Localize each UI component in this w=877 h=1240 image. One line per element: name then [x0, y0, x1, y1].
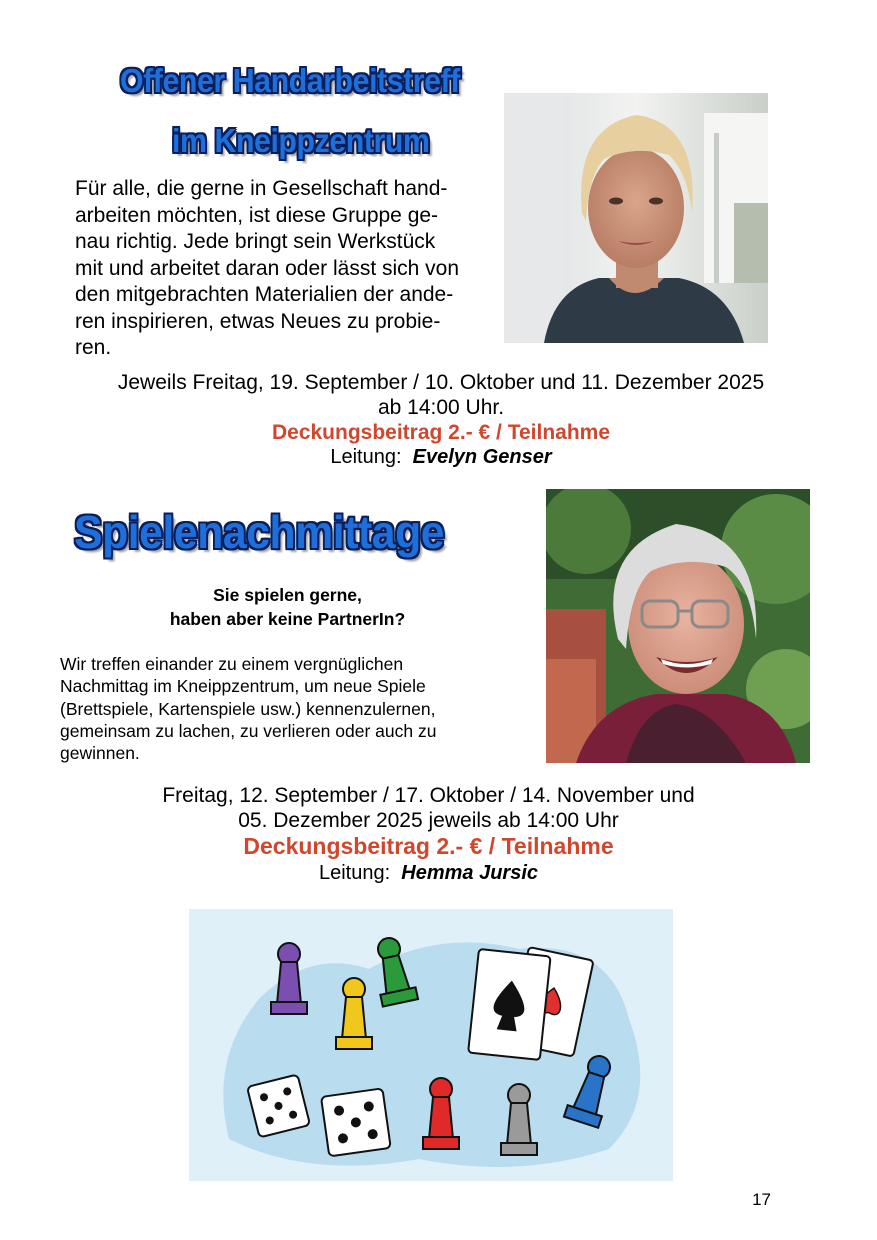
- body-line: nau richtig. Jede bringt sein Werkstück: [75, 230, 436, 253]
- section2-fee: Deckungsbeitrag 2.- € / Teilnahme: [243, 833, 614, 859]
- white-die-icon: [247, 1074, 310, 1137]
- body-line: gemeinsam zu lachen, zu verlieren oder auch zu: [60, 720, 437, 741]
- subtitle-line: Sie spielen gerne,: [213, 585, 362, 605]
- section2-dates: [0, 783, 857, 833]
- body-line: gewinnen.: [60, 743, 140, 764]
- section2-leader: [0, 862, 857, 885]
- section1-leader: [0, 446, 877, 469]
- body-line: Wir treffen einander zu einem vergnüglichen: [60, 654, 404, 674]
- body-line: den mitgebrachten Materialien der ande-: [75, 283, 454, 306]
- board-game-clipart: [189, 909, 673, 1181]
- time-line: ab 14:00 Uhr.: [377, 396, 505, 419]
- white-die-icon: [321, 1088, 391, 1156]
- body-line: arbeiten möchten, ist diese Gruppe ge-: [75, 203, 439, 227]
- portrait-woman-blonde-photo: [504, 93, 768, 343]
- leader-name: Evelyn Genser: [412, 446, 552, 468]
- section1-title-line1: Offener Handarbeitstreff: [120, 62, 460, 99]
- body-line: ren inspirieren, etwas Neues zu probie-: [75, 309, 441, 333]
- section1-title-line2: im Kneippzentrum: [172, 122, 430, 159]
- section2-subtitle: [60, 583, 515, 631]
- subtitle-line: haben aber keine PartnerIn?: [169, 609, 406, 629]
- page-number: 17: [752, 1190, 771, 1209]
- leader-label: Leitung:: [318, 862, 391, 884]
- body-line: ren.: [75, 336, 112, 359]
- date-line: Jeweils Freitag, 19. September / 10. Oktober und 11. Dezember 2025: [117, 371, 765, 394]
- section1-body: [75, 176, 500, 362]
- date-line: 05. Dezember 2025 jeweils ab 14:00 Uhr: [238, 809, 619, 832]
- leader-name: Hemma Jursic: [401, 862, 539, 884]
- playing-cards-icon: [468, 947, 593, 1060]
- body-line: (Brettspiele, Kartenspiele usw.) kennenzulernen,: [60, 698, 436, 719]
- portrait-photo-hemma: [546, 489, 810, 763]
- portrait-woman-gray-hair-glasses-photo: [546, 489, 810, 763]
- section1-fee: Deckungsbeitrag 2.- € / Teilnahme: [271, 421, 611, 444]
- body-line: Für alle, die gerne in Gesellschaft hand-: [75, 177, 448, 200]
- body-line: Nachmittag im Kneippzentrum, um neue Spiele: [60, 676, 426, 697]
- date-line: Freitag, 12. September / 17. Oktober / 14. November und: [162, 784, 695, 807]
- section1-dates: [0, 370, 877, 420]
- portrait-photo-evelyn: [504, 93, 768, 343]
- section2-title: Spielenachmittage: [74, 506, 445, 558]
- section2-body: [60, 653, 520, 764]
- body-line: mit und arbeitet daran oder lässt sich von: [75, 256, 460, 280]
- board-game-pieces-cards-dice-clipart: [189, 909, 673, 1181]
- leader-label: Leitung:: [330, 446, 402, 468]
